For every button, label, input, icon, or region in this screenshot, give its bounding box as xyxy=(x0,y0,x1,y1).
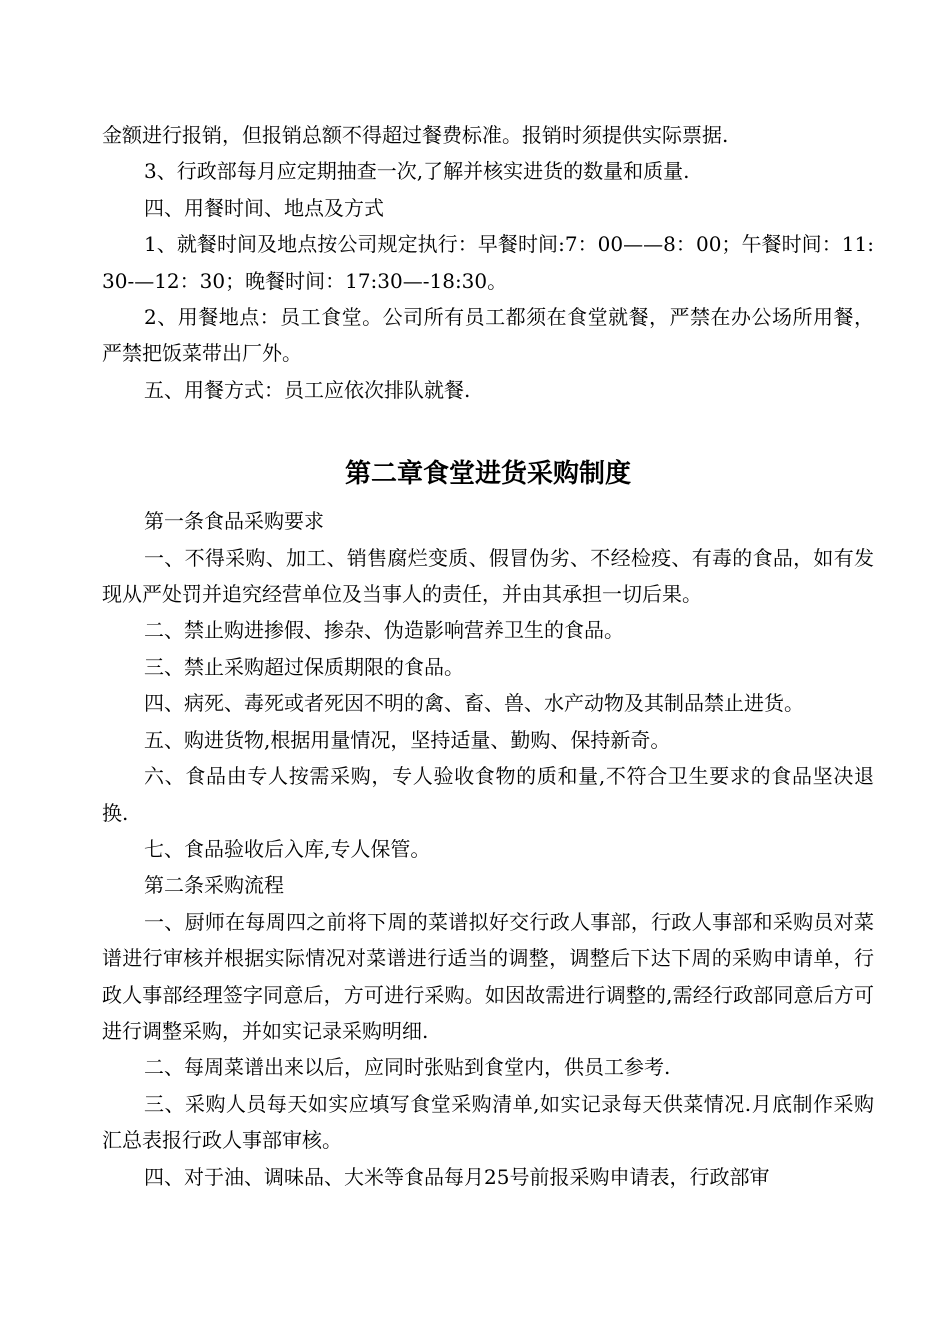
section-bottom xyxy=(102,503,874,1195)
paragraph: 四、病死、毒死或者死因不明的禽、畜、兽、水产动物及其制品禁止进货。 xyxy=(144,691,804,716)
paragraph: 五、购进货物,根据用量情况，坚持适量、勤购、保持新奇。 xyxy=(144,727,671,752)
article-heading: 第一条食品采购要求 xyxy=(144,509,324,534)
article-heading: 第二条采购流程 xyxy=(144,873,284,898)
paragraph: 二、每周菜谱出来以后，应同时张贴到食堂内，供员工参考. xyxy=(144,1055,671,1080)
paragraph: 一、不得采购、加工、销售腐烂变质、假冒伪劣、不经检疫、有毒的食品，如有发现从严处罚并追究经营单位及当事人的责任，并由其承担一切后果。 xyxy=(102,545,874,607)
paragraph: 2、用餐地点：员工食堂。公司所有员工都须在食堂就餐，严禁在办公场所用餐，严禁把饭菜带出厂外。 xyxy=(102,305,874,366)
paragraph: 六、食品由专人按需采购，专人验收食物的质和量,不符合卫生要求的食品坚决退换. xyxy=(102,764,874,825)
paragraph: 一、厨师在每周四之前将下周的菜谱拟好交行政人事部，行政人事部和采购员对菜谱进行审核并根据实际情况对菜谱进行适当的调整，调整后下达下周的采购申请单，行政人事部经理签字同意后，方可进行采购。如因故需进行调整的,需经行政部同意后方可进行调整采购，并如实记录采购明细. xyxy=(102,909,874,1043)
paragraph: 五、用餐方式：员工应依次排队就餐. xyxy=(144,377,471,402)
spacer xyxy=(102,408,874,445)
paragraph: 3、行政部每月应定期抽查一次,了解并核实进货的数量和质量. xyxy=(144,159,690,184)
paragraph: 金额进行报销，但报销总额不得超过餐费标准。报销时须提供实际票据. xyxy=(102,123,729,147)
paragraph: 三、禁止采购超过保质期限的食品。 xyxy=(144,654,464,679)
chapter-title: 第二章食堂进货采购制度 xyxy=(344,459,631,490)
paragraph: 七、食品验收后入库,专人保管。 xyxy=(144,836,431,861)
paragraph: 四、对于油、调味品、大米等食品每月25号前报采购申请表，行政部审 xyxy=(144,1164,770,1189)
section-heading: 四、用餐时间、地点及方式 xyxy=(144,195,384,220)
paragraph: 二、禁止购进掺假、掺杂、伪造影响营养卫生的食品。 xyxy=(144,618,624,643)
paragraph: 三、采购人员每天如实应填写食堂采购清单,如实记录每天供菜情况.月底制作采购汇总表报行政人事部审核。 xyxy=(102,1091,874,1153)
paragraph: 1、就餐时间及地点按公司规定执行：早餐时间:7：00——8：00；午餐时间：11:30-—12：30；晚餐时间：17:30—-18:30。 xyxy=(102,232,874,293)
document-page xyxy=(102,117,874,1195)
section-top xyxy=(102,117,874,408)
